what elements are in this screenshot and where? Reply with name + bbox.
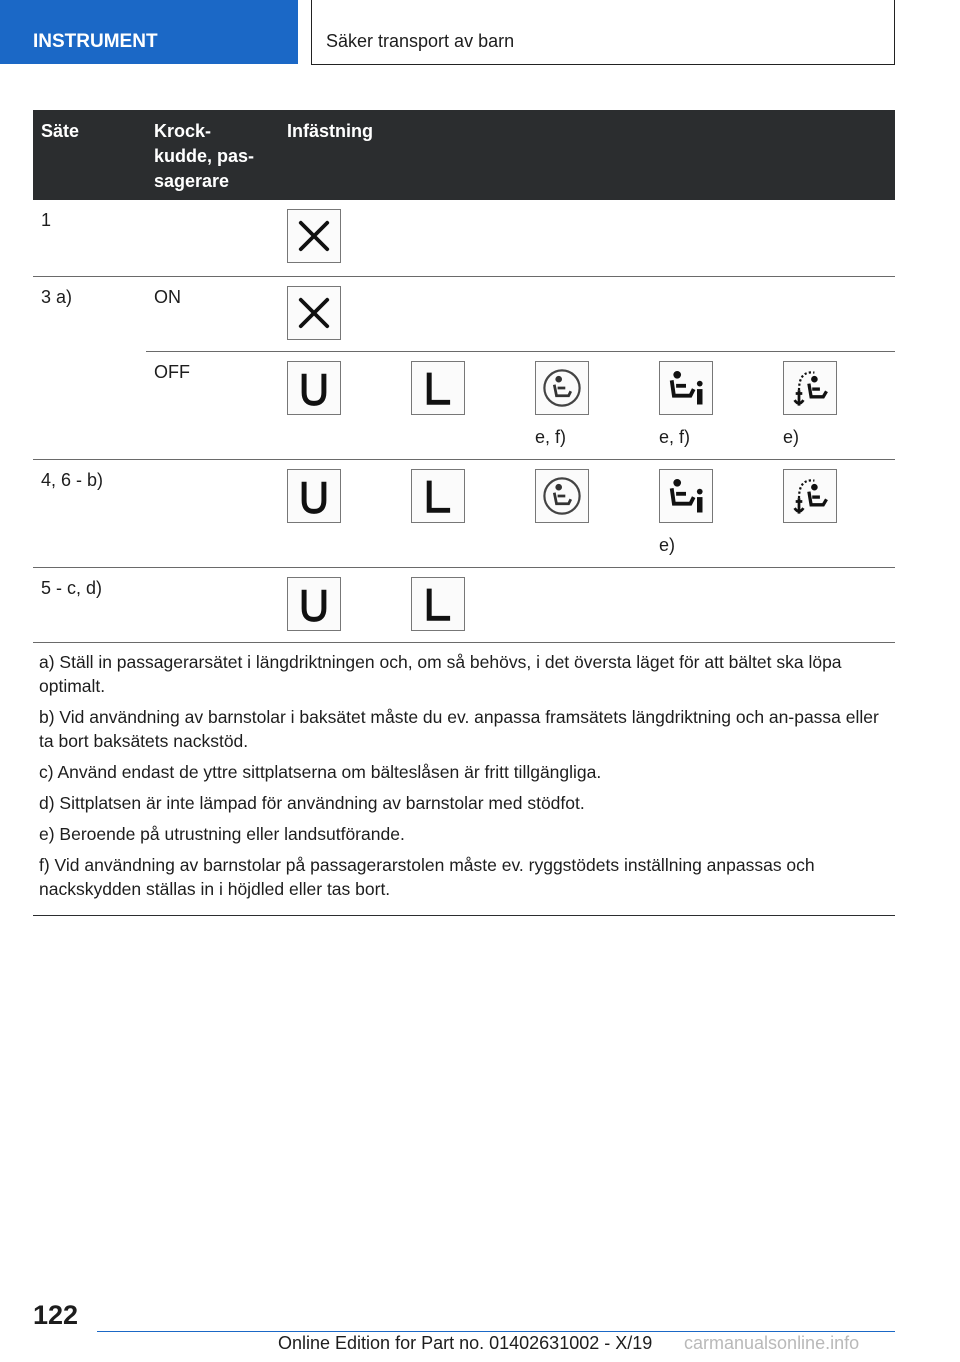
airbag-cell xyxy=(146,567,279,642)
col-header-airbag xyxy=(146,110,279,200)
table-row xyxy=(33,567,895,642)
mount-cell xyxy=(775,459,895,567)
col-header-airbag-line: Krock- xyxy=(154,121,212,141)
col-header-airbag-line: sagerare xyxy=(154,171,230,191)
table-header-row xyxy=(33,110,895,200)
semi-universal-icon xyxy=(411,577,465,631)
universal-icon xyxy=(287,469,341,523)
i-size-seat-icon xyxy=(535,361,589,415)
airbag-cell: OFF xyxy=(146,351,279,459)
section-tab: INSTRUMENT xyxy=(0,0,298,64)
airbag-cell xyxy=(146,459,279,567)
mount-cell xyxy=(651,459,775,567)
top-tether-icon xyxy=(783,361,837,415)
mount-cell xyxy=(279,351,403,459)
not-suitable-icon xyxy=(287,209,341,263)
semi-universal-icon xyxy=(411,469,465,523)
col-header-airbag-line: kudde, pas- xyxy=(154,146,255,166)
mount-cell xyxy=(279,200,403,276)
mount-note: e) xyxy=(659,534,676,555)
watermark: carmanualsonline.info xyxy=(684,1333,860,1353)
mount-cell xyxy=(279,276,403,351)
page-title: Säker transport av barn xyxy=(311,0,895,65)
universal-icon xyxy=(287,361,341,415)
mount-cell xyxy=(651,351,775,459)
footnote: e) Beroende på utrustning eller landsutförande. xyxy=(39,824,405,844)
mount-cell xyxy=(403,351,527,459)
mount-cell xyxy=(403,459,527,567)
semi-universal-icon xyxy=(411,361,465,415)
footer-divider xyxy=(97,1331,895,1332)
mount-cell xyxy=(527,351,651,459)
table-row xyxy=(33,200,895,276)
seat-cell: 4, 6 - b) xyxy=(33,459,146,567)
footnotes xyxy=(33,641,895,916)
mount-cell xyxy=(279,459,403,567)
universal-icon xyxy=(287,577,341,631)
seat-cell: 1 xyxy=(33,200,146,276)
mount-cell xyxy=(403,567,527,642)
isofix-i-icon xyxy=(659,469,713,523)
mount-cell xyxy=(279,567,403,642)
mount-cell xyxy=(527,459,651,567)
mount-note: e, f) xyxy=(535,426,567,447)
table-row xyxy=(33,276,895,351)
table-row xyxy=(33,351,895,459)
seat-cell: 5 - c, d) xyxy=(33,567,146,642)
page-number: 122 xyxy=(33,1300,79,1330)
airbag-cell: ON xyxy=(146,276,279,351)
table-row xyxy=(33,459,895,567)
isofix-i-icon xyxy=(659,361,713,415)
not-suitable-icon xyxy=(287,286,341,340)
seat-cell: 3 a) xyxy=(33,276,146,459)
mount-note: e, f) xyxy=(659,426,691,447)
col-header-mounting: Infästning xyxy=(279,110,895,200)
footnote: d) Sittplatsen är inte lämpad för användning av barnstolar med stödfot. xyxy=(39,793,585,813)
footnote: c) Använd endast de yttre sittplatserna om bälteslåsen är fritt tillgängliga. xyxy=(39,762,602,782)
child-seat-table xyxy=(33,110,895,643)
mount-note: e) xyxy=(783,426,800,447)
airbag-cell xyxy=(146,200,279,276)
footnote: f) Vid användning av barnstolar på passagerarstolen måste ev. ryggstödets inställning anpassas och nackskydden ställas in i höjdled eller tas bort. xyxy=(39,855,815,899)
col-header-seat: Säte xyxy=(33,110,146,200)
footnote: a) Ställ in passagerarsätet i längdriktningen och, om så behövs, i det översta läget för att bältet ska löpa optimalt. xyxy=(39,652,842,696)
top-tether-icon xyxy=(783,469,837,523)
i-size-seat-icon xyxy=(535,469,589,523)
mount-cell xyxy=(775,351,895,459)
edition-text: Online Edition for Part no. 01402631002 - X/19 xyxy=(278,1333,653,1353)
footnote: b) Vid användning av barnstolar i baksätet måste du ev. anpassa framsätets längdriktning och an-passa eller ta bort baksätets nackstöd. xyxy=(39,707,879,751)
